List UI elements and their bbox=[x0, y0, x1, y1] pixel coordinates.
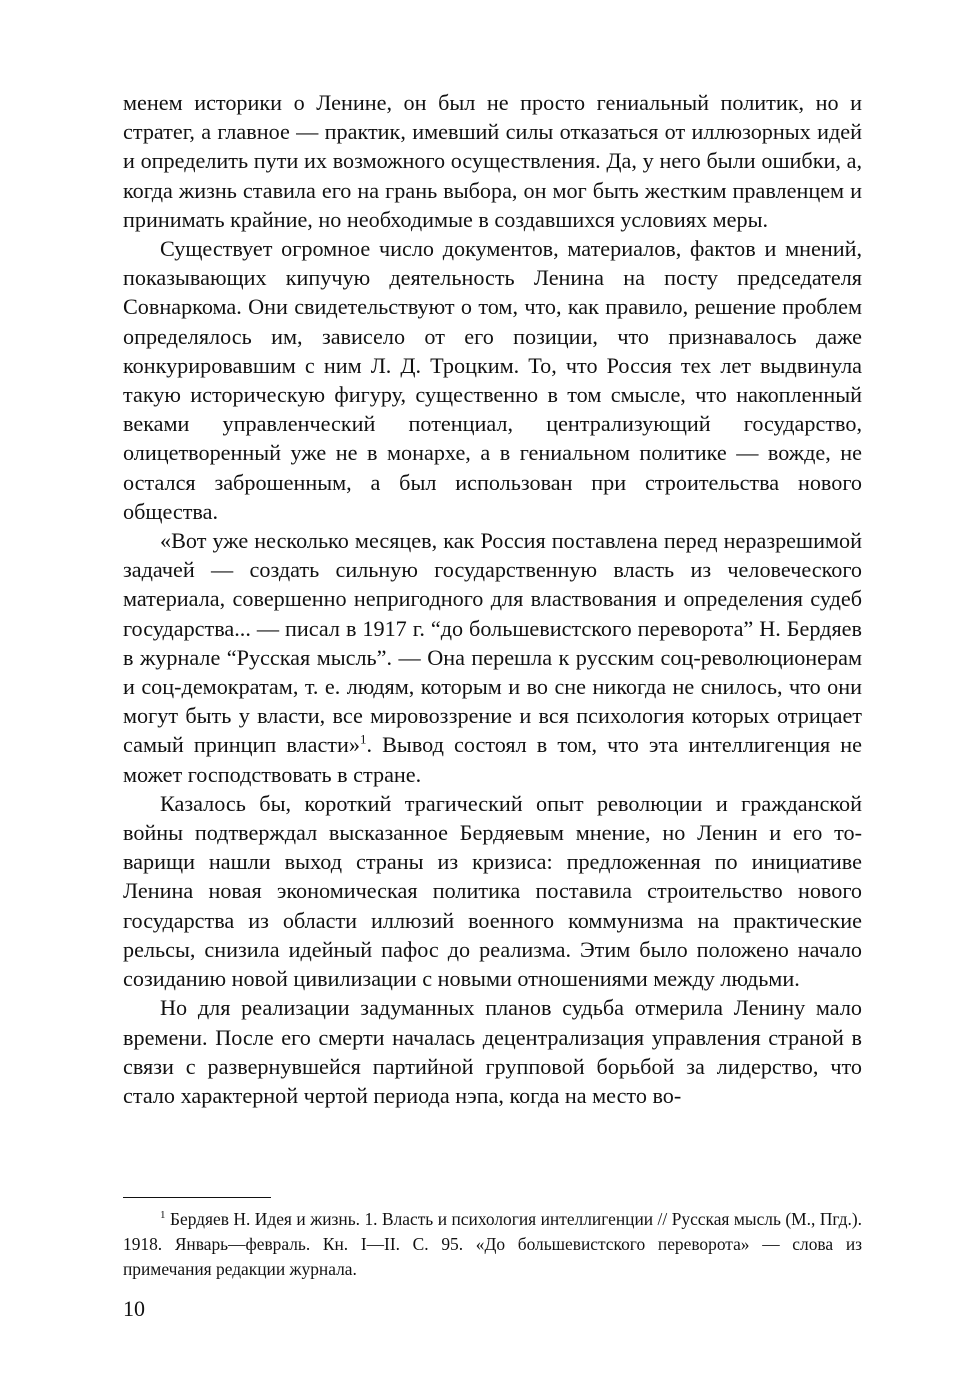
paragraph-2: Существует огромное число документов, материалов, фактов и мнений, показывающих кипучую деятельность Ленина на посту председателя Совнаркома. Они свидетельствуют о том, что, как правило, решение проблем определялось им, зависело от его позиции, что признавалось даже конкурировавшим с ним Л. Д. Троцким. То, что Россия тех лет выдвинула такую историческую фигуру, существенно в том смысле, что накопленный веками управленческий потенциал, централизующий государство, олицетворенный уже не в монархе, а в гениальном политике — вожде, не остался заброшенным, а был использован при строительства нового общества. bbox=[123, 236, 862, 524]
paragraph-4: Казалось бы, короткий трагический опыт революции и гражданской войны подтверждал высказанное Бердяевым мнение, но Ленин и его товарищи нашли выход страны из кризиса: предложенная по инициативе Ленина новая экономическая политика поставила строительство нового государства из области иллюзий военного коммунизма на практические рельсы, снизила идейный пафос до реализма. Этим было положено начало созиданию новой цивилизации с новыми отношениями между людьми. bbox=[123, 790, 862, 992]
footnote bbox=[123, 1207, 862, 1282]
paragraph-1: менем историки о Ленине, он был не просто гениальный политик, но и стратег, а главное — практик, имевший силы отказаться от иллюзорных идей и определить пути их возможного осуществления. Да, у него были ошибки, а, когда жизнь ставила его на грань выбора, он мог быть жестким правленцем и принимать крайние, но необходимые в создавшихся условиях меры. bbox=[123, 90, 862, 232]
page-number: 10 bbox=[123, 1296, 145, 1321]
quote-text: «Вот уже несколько месяцев, как Россия поставлена перед неразрешимой задачей — создать сильную государственную власть из человеческого материала, совершенно непригодного для властвования и определения судеб государства... — писал в 1917 г. “до большевистского переворота” Н. Бердяев в журнале “Русская мысль”. — Она перешла к русским соц-революционерам и соц-демократам, т. е. людям, которым и во сне никогда не снилось, что они могут быть у власти, все мировоззрение и вся психология которых отрицает самый принцип власти» bbox=[123, 528, 862, 758]
paragraph-3: «Вот уже несколько месяцев, как Россия поставлена перед неразрешимой задачей — создать сильную государственную власть из человеческого материала, совершенно непригодного для властвования и определения судеб государства... — писал в 1917 г. “до большевистского переворота” Н. Бердяев в журнале “Русская мысль”. — Она перешла к русским соц-революционерам и соц-демократам, т. е. людям, которым и во сне никогда не снилось, что они могут быть у власти, все мировоззрение и вся психология которых отрицает самый принцип власти»$^1$. Вывод состоял в том, что эта интеллигенция не может господствовать в стране. bbox=[123, 528, 862, 787]
footnote-reference[interactable]: 1 bbox=[359, 732, 367, 748]
quote-conclusion: Вывод состоял в том, что эта интеллигенция не может господствовать в стране. bbox=[123, 732, 862, 787]
paragraph-5: Но для реализации задуманных планов судьба отмерила Ленину мало времени. После его смерти началась децентрализация управления страной в связи с развернувшейся партийной групповой борьбой за лидерство, что стало характерной чертой периода нэпа, когда на место во- bbox=[123, 995, 862, 1108]
main-text bbox=[123, 88, 862, 1110]
footnote-text: Бердяев Н. Идея и жизнь. 1. Власть и психология интеллигенции // Русская мысль (М., Пгд.). 1918. Январь—февраль. Кн. I—II. С. 95. «До большевистского переворота» — слова из примечания редакции журнала. bbox=[123, 1209, 862, 1279]
footnote-number: 1 bbox=[160, 1209, 166, 1222]
footnote-divider bbox=[123, 1197, 271, 1198]
